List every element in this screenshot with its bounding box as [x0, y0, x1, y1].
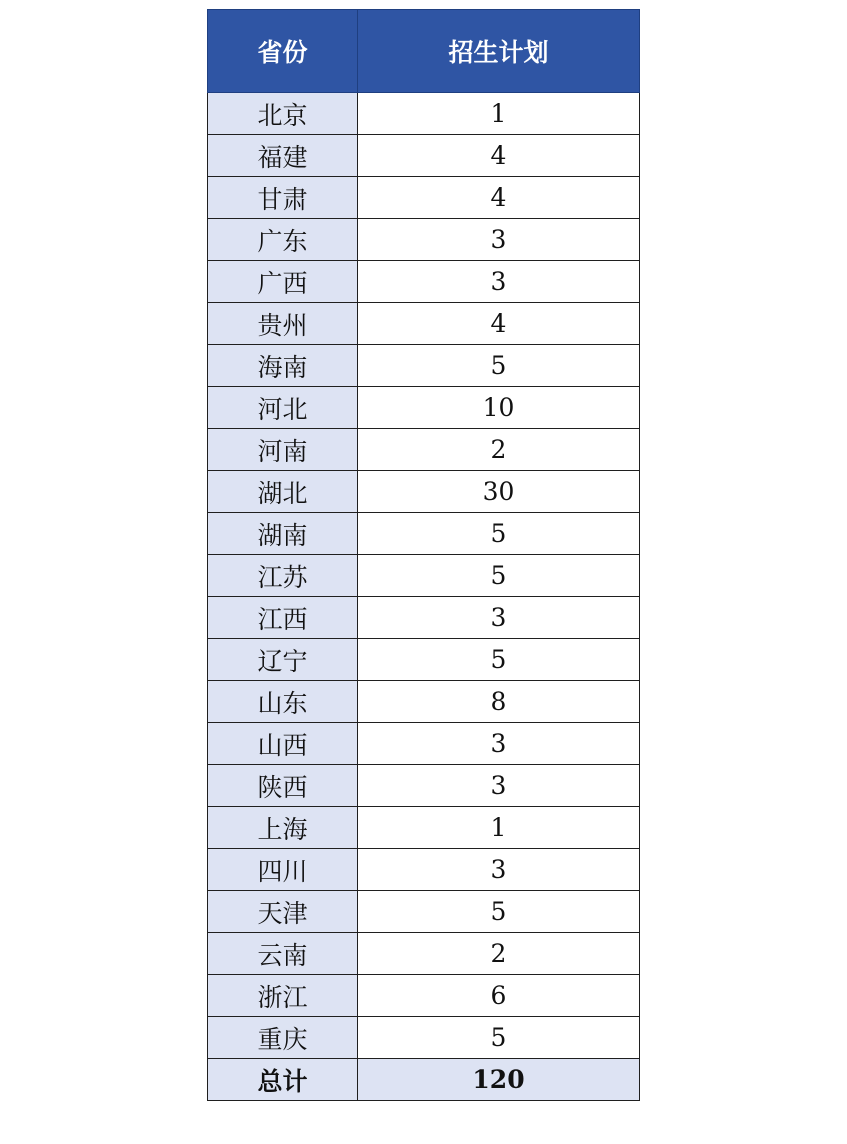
table-row [208, 891, 640, 933]
table-row [208, 303, 640, 345]
table-header [208, 10, 640, 93]
total-value: 120 [358, 1059, 640, 1101]
enrollment-plan-cell: 30 [358, 471, 640, 513]
table-row [208, 429, 640, 471]
province-cell: 北京 [208, 93, 358, 135]
table-row [208, 219, 640, 261]
enrollment-plan-cell: 3 [358, 765, 640, 807]
enrollment-plan-cell: 3 [358, 261, 640, 303]
enrollment-plan-cell: 5 [358, 345, 640, 387]
enrollment-plan-cell: 2 [358, 933, 640, 975]
table-row [208, 1017, 640, 1059]
enrollment-plan-cell: 3 [358, 219, 640, 261]
enrollment-plan-cell: 1 [358, 807, 640, 849]
table-footer [208, 1059, 640, 1101]
table-row [208, 93, 640, 135]
table-row [208, 261, 640, 303]
enrollment-plan-cell: 3 [358, 849, 640, 891]
table-row [208, 387, 640, 429]
province-cell: 辽宁 [208, 639, 358, 681]
total-row [208, 1059, 640, 1101]
table-row [208, 597, 640, 639]
province-cell: 江苏 [208, 555, 358, 597]
table-row [208, 849, 640, 891]
table-row [208, 555, 640, 597]
province-cell: 陕西 [208, 765, 358, 807]
province-cell: 湖南 [208, 513, 358, 555]
province-cell: 重庆 [208, 1017, 358, 1059]
province-cell: 江西 [208, 597, 358, 639]
province-cell: 四川 [208, 849, 358, 891]
table-row [208, 135, 640, 177]
enrollment-plan-cell: 2 [358, 429, 640, 471]
province-cell: 河南 [208, 429, 358, 471]
enrollment-plan-cell: 1 [358, 93, 640, 135]
table-row [208, 933, 640, 975]
province-cell: 海南 [208, 345, 358, 387]
table-row [208, 513, 640, 555]
table-row [208, 639, 640, 681]
header-row [208, 10, 640, 93]
enrollment-plan-cell: 6 [358, 975, 640, 1017]
header-enrollment-plan: 招生计划 [358, 10, 640, 93]
province-cell: 山东 [208, 681, 358, 723]
province-cell: 河北 [208, 387, 358, 429]
enrollment-plan-cell: 4 [358, 177, 640, 219]
enrollment-plan-cell: 5 [358, 639, 640, 681]
table-body [208, 93, 640, 1059]
enrollment-plan-cell: 5 [358, 513, 640, 555]
table-row [208, 723, 640, 765]
table-row [208, 807, 640, 849]
enrollment-plan-cell: 10 [358, 387, 640, 429]
province-cell: 湖北 [208, 471, 358, 513]
enrollment-plan-cell: 8 [358, 681, 640, 723]
province-cell: 浙江 [208, 975, 358, 1017]
enrollment-plan-cell: 3 [358, 723, 640, 765]
enrollment-plan-table [207, 9, 640, 1101]
province-cell: 天津 [208, 891, 358, 933]
table-row [208, 345, 640, 387]
enrollment-plan-cell: 5 [358, 1017, 640, 1059]
province-cell: 上海 [208, 807, 358, 849]
province-cell: 贵州 [208, 303, 358, 345]
header-province: 省份 [208, 10, 358, 93]
province-cell: 山西 [208, 723, 358, 765]
table-row [208, 177, 640, 219]
enrollment-plan-cell: 5 [358, 891, 640, 933]
enrollment-plan-cell: 3 [358, 597, 640, 639]
enrollment-plan-cell: 4 [358, 303, 640, 345]
table-row [208, 471, 640, 513]
table-row [208, 975, 640, 1017]
province-cell: 广东 [208, 219, 358, 261]
total-label: 总计 [208, 1059, 358, 1101]
province-cell: 广西 [208, 261, 358, 303]
table-row [208, 681, 640, 723]
province-cell: 甘肃 [208, 177, 358, 219]
enrollment-plan-table-container [207, 9, 639, 1101]
enrollment-plan-cell: 5 [358, 555, 640, 597]
province-cell: 云南 [208, 933, 358, 975]
province-cell: 福建 [208, 135, 358, 177]
enrollment-plan-cell: 4 [358, 135, 640, 177]
table-row [208, 765, 640, 807]
